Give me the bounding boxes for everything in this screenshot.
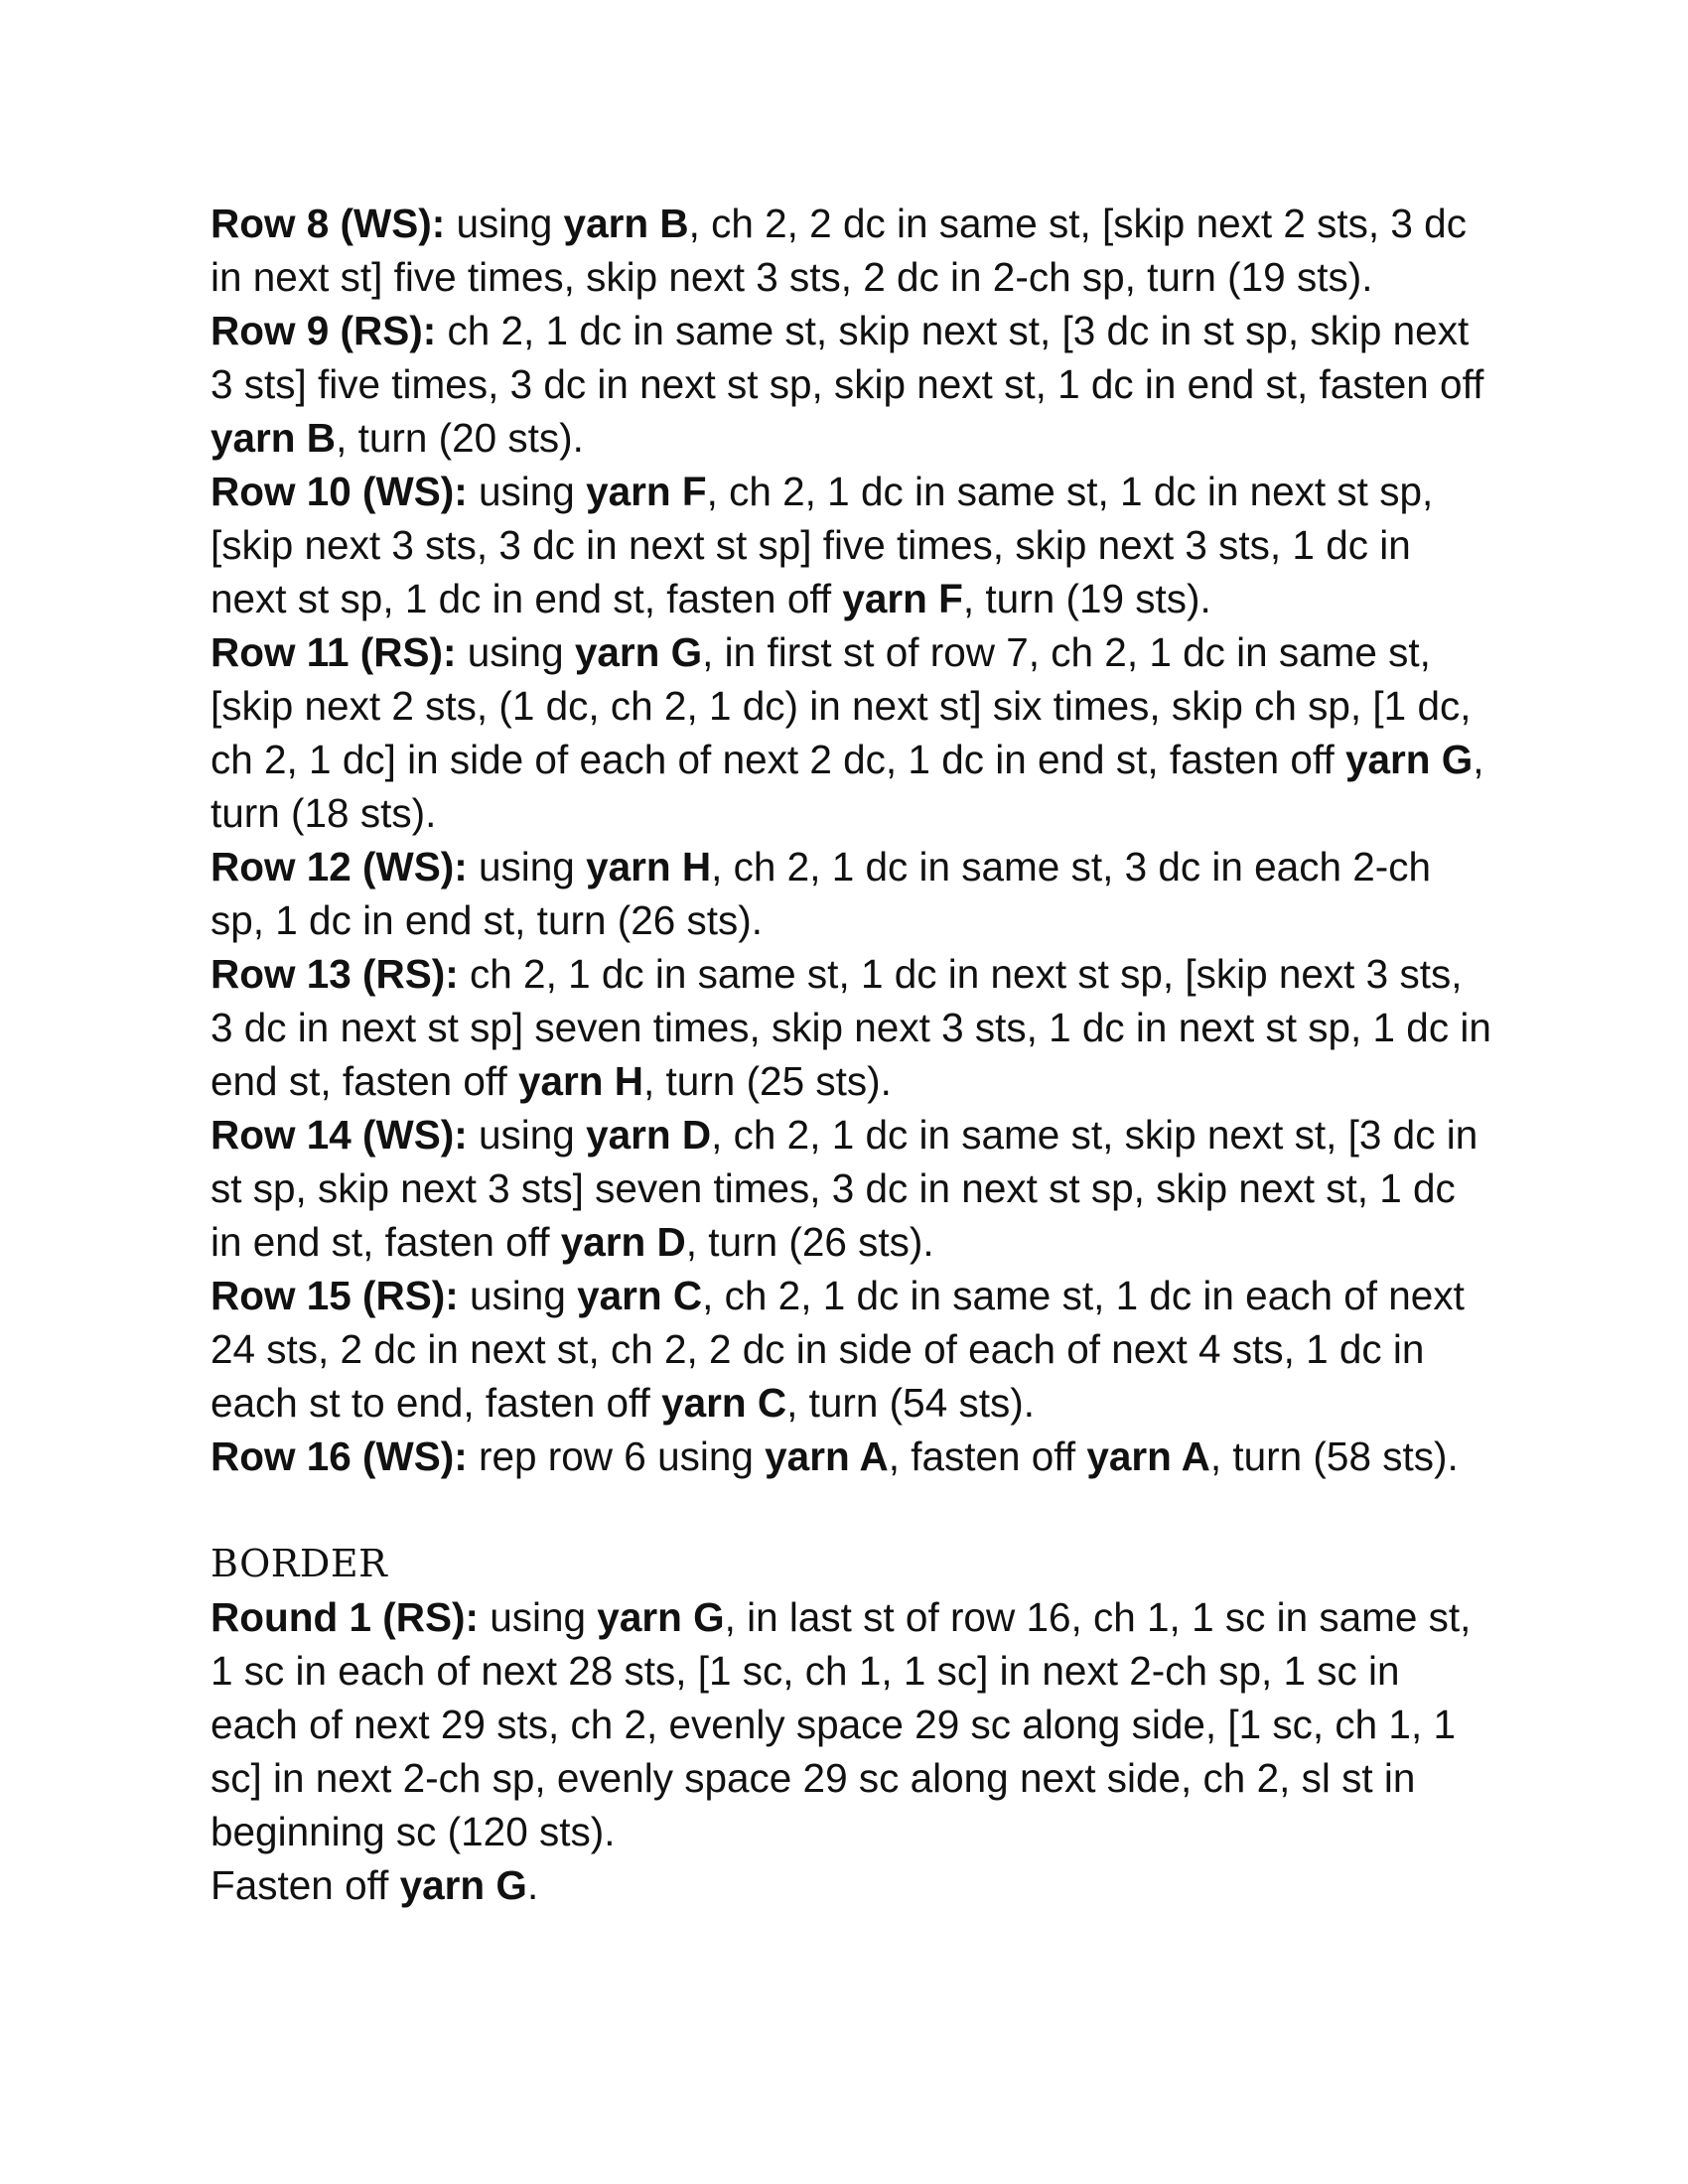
bold-text: yarn D — [586, 1112, 712, 1158]
bold-text: Row 9 (RS): — [211, 308, 437, 353]
bold-text: yarn A — [1086, 1433, 1210, 1479]
bold-text: yarn G — [1344, 737, 1474, 782]
text: , ch 2, 2 dc in same st, [skip next 2 sts, 3 dc in next st] five times, skip next 3 sts, 2 dc in 2-ch sp, turn (19 sts). — [211, 201, 1467, 300]
bold-text: yarn F — [586, 469, 707, 514]
text: , turn (18 sts). — [211, 737, 1484, 836]
text: , ch 2, 1 dc in same st, skip next st, [3 dc in st sp, skip next 3 sts] seven times, 3 dc in next st sp, skip next st, 1 dc in end st, fasten off — [211, 1112, 1478, 1265]
bold-text: yarn G — [574, 629, 703, 675]
document-page — [211, 197, 1491, 1912]
bold-text: yarn A — [765, 1433, 889, 1479]
bold-text: Round 1 (RS): — [211, 1594, 479, 1640]
pattern-row-10 — [211, 465, 1491, 625]
text: using — [458, 1273, 578, 1318]
border-section — [211, 1537, 1491, 1912]
bold-text: yarn F — [842, 576, 963, 621]
text: using — [445, 201, 564, 246]
bold-text: yarn H — [517, 1058, 644, 1104]
text: using — [478, 1594, 598, 1640]
pattern-row-14 — [211, 1108, 1491, 1269]
pattern-row-13 — [211, 947, 1491, 1108]
text: , turn (26 sts). — [685, 1219, 934, 1265]
bold-text: yarn B — [211, 415, 337, 461]
text: rep row 6 using — [467, 1433, 766, 1479]
text: using — [467, 1112, 587, 1158]
border-rows — [211, 1590, 1491, 1912]
bold-text: yarn C — [661, 1380, 787, 1426]
text: using — [456, 629, 575, 675]
text: using — [467, 469, 587, 514]
text: , turn (25 sts). — [643, 1058, 892, 1104]
bold-text: Row 15 (RS): — [211, 1273, 459, 1318]
bold-text: yarn D — [560, 1219, 686, 1265]
text: , ch 2, 1 dc in same st, 1 dc in each of next 24 sts, 2 dc in next st, ch 2, 2 dc in side of each of next 4 sts, 1 dc in each st to end, fasten off — [211, 1273, 1465, 1426]
pattern-row-12 — [211, 840, 1491, 947]
text: , in last st of row 16, ch 1, 1 sc in same st, 1 sc in each of next 28 sts, [1 sc, ch 1, 1 sc] in next 2-ch sp, 1 sc in each of next 29 sts, ch 2, evenly space 29 sc along side, [1 sc, ch 1, 1 sc] in next 2-ch sp, evenly space 29 sc along next side, ch 2, sl st in beginning sc (120 sts). — [211, 1594, 1472, 1854]
pattern-row-11 — [211, 625, 1491, 840]
bold-text: Row 11 (RS): — [211, 629, 457, 675]
bold-text: Row 13 (RS): — [211, 951, 459, 997]
bold-text: yarn B — [563, 201, 689, 246]
text: using — [467, 844, 587, 889]
pattern-row-16 — [211, 1430, 1491, 1483]
bold-text: Row 12 (WS): — [211, 844, 468, 889]
pattern-row-8 — [211, 197, 1491, 304]
pattern-rows — [211, 197, 1491, 1483]
text: , turn (58 sts). — [1209, 1433, 1459, 1479]
section-gap — [211, 1483, 1491, 1537]
text: , fasten off — [888, 1433, 1087, 1479]
pattern-round-1 — [211, 1590, 1491, 1858]
bold-text: Row 14 (WS): — [211, 1112, 468, 1158]
text: ch 2, 1 dc in same st, 1 dc in next st sp, [skip next 3 sts, 3 dc in next st sp] seven times, skip next 3 sts, 1 dc in next st sp, 1 dc in end st, fasten off — [211, 951, 1491, 1104]
bold-text: Row 10 (WS): — [211, 469, 468, 514]
bold-text: yarn H — [586, 844, 712, 889]
text: , ch 2, 1 dc in same st, 1 dc in next st sp, [skip next 3 sts, 3 dc in next st sp] five times, skip next 3 sts, 1 dc in next st sp, 1 dc in end st, fasten off — [211, 469, 1434, 621]
text: ch 2, 1 dc in same st, skip next st, [3 dc in st sp, skip next 3 sts] five times, 3 dc in next st sp, skip next st, 1 dc in end st, fasten off — [211, 308, 1484, 407]
bold-text: Row 16 (WS): — [211, 1433, 468, 1479]
bold-text: Row 8 (WS): — [211, 201, 446, 246]
text: . — [526, 1862, 539, 1908]
text: , turn (20 sts). — [336, 415, 584, 461]
text: , in first st of row 7, ch 2, 1 dc in same st, [skip next 2 sts, (1 dc, ch 2, 1 dc) in next st] six times, skip ch sp, [1 dc, ch 2, 1 dc] in side of each of next 2 dc, 1 dc in end st, fasten off — [211, 629, 1472, 782]
pattern-row-9 — [211, 304, 1491, 465]
text: , ch 2, 1 dc in same st, 3 dc in each 2-ch sp, 1 dc in end st, turn (26 sts). — [211, 844, 1432, 943]
pattern-fasten-off — [211, 1858, 1491, 1912]
border-heading: BORDER — [211, 1542, 388, 1585]
bold-text: yarn G — [597, 1594, 725, 1640]
text: , turn (19 sts). — [962, 576, 1211, 621]
text: Fasten off — [211, 1862, 400, 1908]
bold-text: yarn C — [577, 1273, 703, 1318]
bold-text: yarn G — [399, 1862, 527, 1908]
pattern-row-15 — [211, 1269, 1491, 1430]
text: , turn (54 sts). — [786, 1380, 1035, 1426]
